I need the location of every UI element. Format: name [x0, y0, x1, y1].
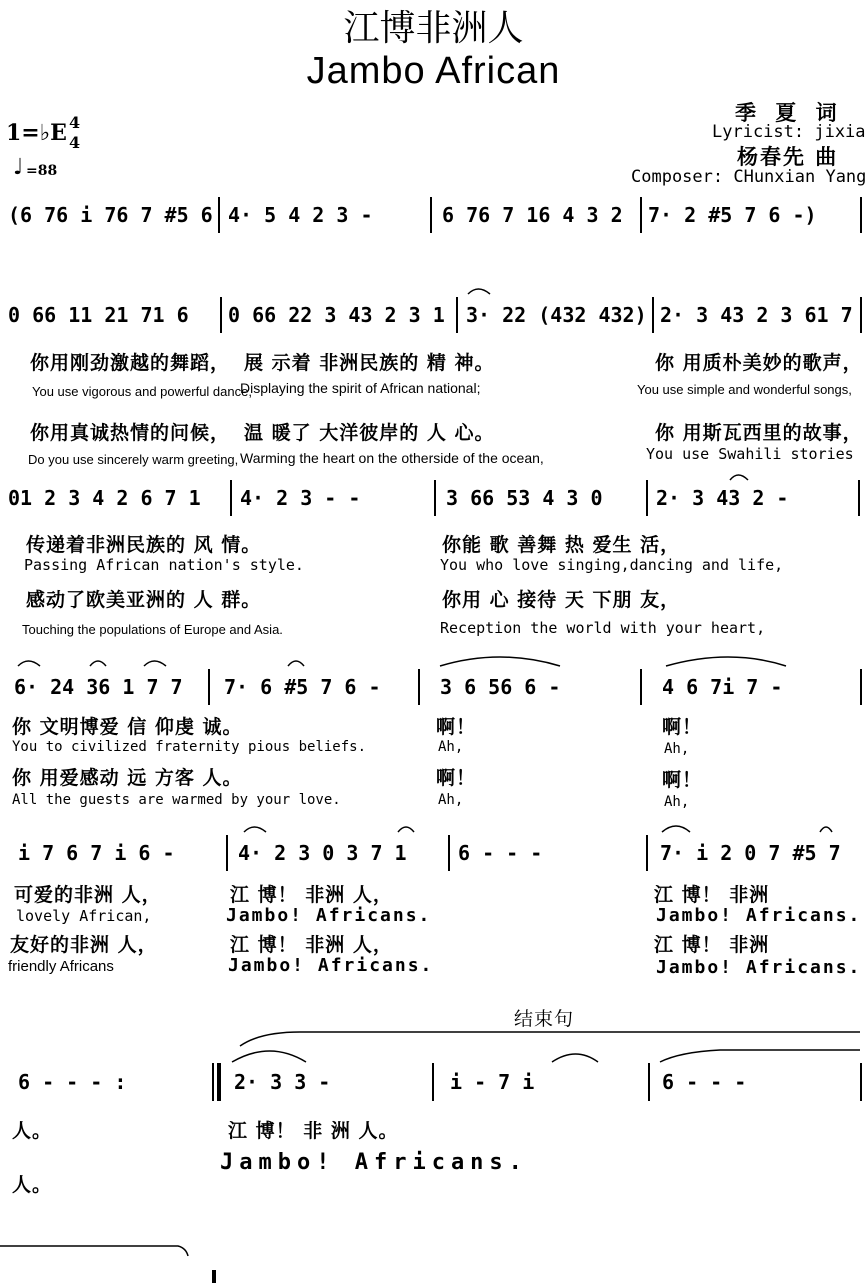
measure-notes: 3· 22 (432 432)	[466, 303, 647, 327]
key-signature: 1=♭E	[6, 120, 67, 146]
measure-notes: 7· i 2 0 7 #5 7	[660, 841, 841, 865]
measure-notes: 2· 3 43 2 -	[656, 486, 789, 510]
measure-notes: 2· 3 43 2 3 61 7	[660, 303, 853, 327]
lyric-line-en: Touching the populations of Europe and Asia.	[22, 622, 283, 637]
time-signature-bottom: 4	[69, 133, 81, 152]
measure-notes: 6 - - - :	[18, 1070, 127, 1094]
lyric-line-en: You use Swahili stories	[646, 445, 854, 463]
lyric-line-en: Jambo! Africans.	[228, 955, 434, 976]
lyric-line-cn: 你用真诚热情的问候，	[30, 422, 231, 444]
measure-notes: 6 76 7 16 4 3 2	[442, 203, 623, 227]
measure-notes: 3 66 53 4 3 0	[446, 486, 603, 510]
lyric-line-cn: 啊！	[662, 769, 703, 791]
measure-notes: 0 66 22 3 43 2 3 1	[228, 303, 445, 327]
lyric-line-cn: 你 用质朴美妙的歌声，	[655, 352, 863, 374]
lyric-line-en: Warming the heart on the otherside of the ocean,	[240, 450, 544, 466]
measure-notes: i - 7 i	[450, 1070, 535, 1094]
lyric-line-cn: 江 博！ 非洲 人，	[230, 934, 393, 956]
lyric-line-cn: 江 博！ 非 洲 人。	[228, 1120, 399, 1142]
lyric-line-en: You use vigorous and powerful dance,	[32, 384, 252, 399]
song-title-english: Jambo African	[306, 50, 561, 92]
lyric-line-en: Ah,	[664, 741, 690, 757]
measure-notes: 2· 3 3 -	[234, 1070, 331, 1094]
lyric-line-cn: 感动了欧美亚洲的 人 群。	[26, 589, 262, 611]
measure-notes: 6 - - -	[458, 841, 543, 865]
lyric-line-cn: 江 博！ 非洲	[654, 884, 770, 906]
measure-notes: 7· 2 #5 7 6 -)	[648, 203, 817, 227]
tempo-mark: =88	[26, 163, 58, 179]
measure-notes: 7· 6 #5 7 6 -	[224, 675, 381, 699]
ending-label: 结束句	[514, 1008, 575, 1030]
measure-notes: 4 6 7i 7 -	[662, 675, 783, 699]
song-title-chinese: 江博非洲人	[343, 8, 524, 49]
lyric-line-cn: 你能 歌 善舞 热 爱生 活，	[442, 534, 681, 556]
lyric-line-cn: 啊！	[436, 716, 477, 738]
measure-notes: (6 76 i 76 7 #5 6	[8, 203, 213, 227]
lyric-line-cn: 江 博！ 非洲	[654, 934, 770, 956]
lyric-line-en: friendly Africans	[8, 958, 114, 975]
measure-notes: 6 - - -	[662, 1070, 747, 1094]
lyric-line-cn: 你用刚劲激越的舞蹈，	[30, 352, 231, 374]
lyric-line-cn: 可爱的非洲 人，	[14, 884, 162, 906]
lyric-line-cn: 你用 心 接待 天 下朋 友，	[442, 589, 681, 611]
lyricist-chinese: 季 夏 词	[735, 100, 843, 125]
measure-notes: 3 6 56 6 -	[440, 675, 561, 699]
lyric-line-cn: 温 暖了 大洋彼岸的 人 心。	[244, 422, 495, 444]
lyric-line-cn: 你 用斯瓦西里的故事，	[655, 422, 863, 444]
lyric-line-en: Ah,	[438, 792, 464, 808]
lyric-line-en: Do you use sincerely warm greeting,	[28, 452, 239, 467]
measure-notes: i 7 6 7 i 6 -	[18, 841, 175, 865]
lyric-line-cn: 江 博！ 非洲 人，	[230, 884, 393, 906]
lyric-line-cn: 展 示着 非洲民族的 精 神。	[244, 352, 495, 374]
lyric-line-cn: 你 用爱感动 远 方客 人。	[12, 767, 243, 789]
time-signature-top: 4	[69, 113, 81, 132]
quarter-note-icon: ♩	[13, 155, 24, 180]
lyric-line-en: You use simple and wonderful songs,	[637, 382, 852, 397]
measure-notes: 01 2 3 4 2 6 7 1	[8, 486, 201, 510]
lyricist-english: Lyricist: jixia	[712, 122, 866, 142]
measure-notes: 0 66 11 21 71 6	[8, 303, 189, 327]
lyric-line-en: Ah,	[438, 739, 464, 755]
lyric-line-en: Jambo! Africans.	[220, 1150, 528, 1175]
lyric-line-en: Jambo! Africans.	[656, 905, 862, 926]
lyric-line-en: Passing African nation's style.	[24, 556, 304, 574]
lyric-line-en: Jambo! Africans.	[226, 905, 432, 926]
lyric-line-en: You who love singing,dancing and life,	[440, 556, 784, 574]
composer-chinese: 杨春先 曲	[737, 144, 839, 169]
lyric-line-cn: 传递着非洲民族的 风 情。	[26, 534, 262, 556]
measure-notes: 4· 2 3 0 3 7 1	[238, 841, 407, 865]
lyric-line-cn: 友好的非洲 人，	[10, 934, 158, 956]
lyric-line-en: Reception the world with your heart,	[440, 619, 766, 637]
measure-notes: 6· 24 36 1 7 7	[14, 675, 183, 699]
lyric-line-en: You to civilized fraternity pious beliefs.	[12, 739, 367, 755]
lyric-line-en: Jambo! Africans.	[656, 957, 862, 978]
lyric-line-en: Displaying the spirit of African national;	[240, 380, 481, 396]
lyric-line-en: All the guests are warmed by your love.	[12, 792, 341, 808]
lyric-line-cn: 啊！	[662, 716, 703, 738]
lyric-line-cn: 你 文明博爱 信 仰虔 诚。	[12, 716, 243, 738]
composer-english: Composer: CHunxian Yang	[631, 167, 867, 187]
lyric-line-en: Ah,	[664, 794, 690, 810]
measure-notes: 4· 5 4 2 3 -	[228, 203, 373, 227]
lyric-line-en: lovely African,	[16, 907, 152, 925]
lyric-line-cn: 啊！	[436, 767, 477, 789]
lyric-line-cn: 人。	[12, 1174, 53, 1196]
lyric-line-cn: 人。	[12, 1120, 53, 1142]
measure-notes: 4· 2 3 - -	[240, 486, 361, 510]
